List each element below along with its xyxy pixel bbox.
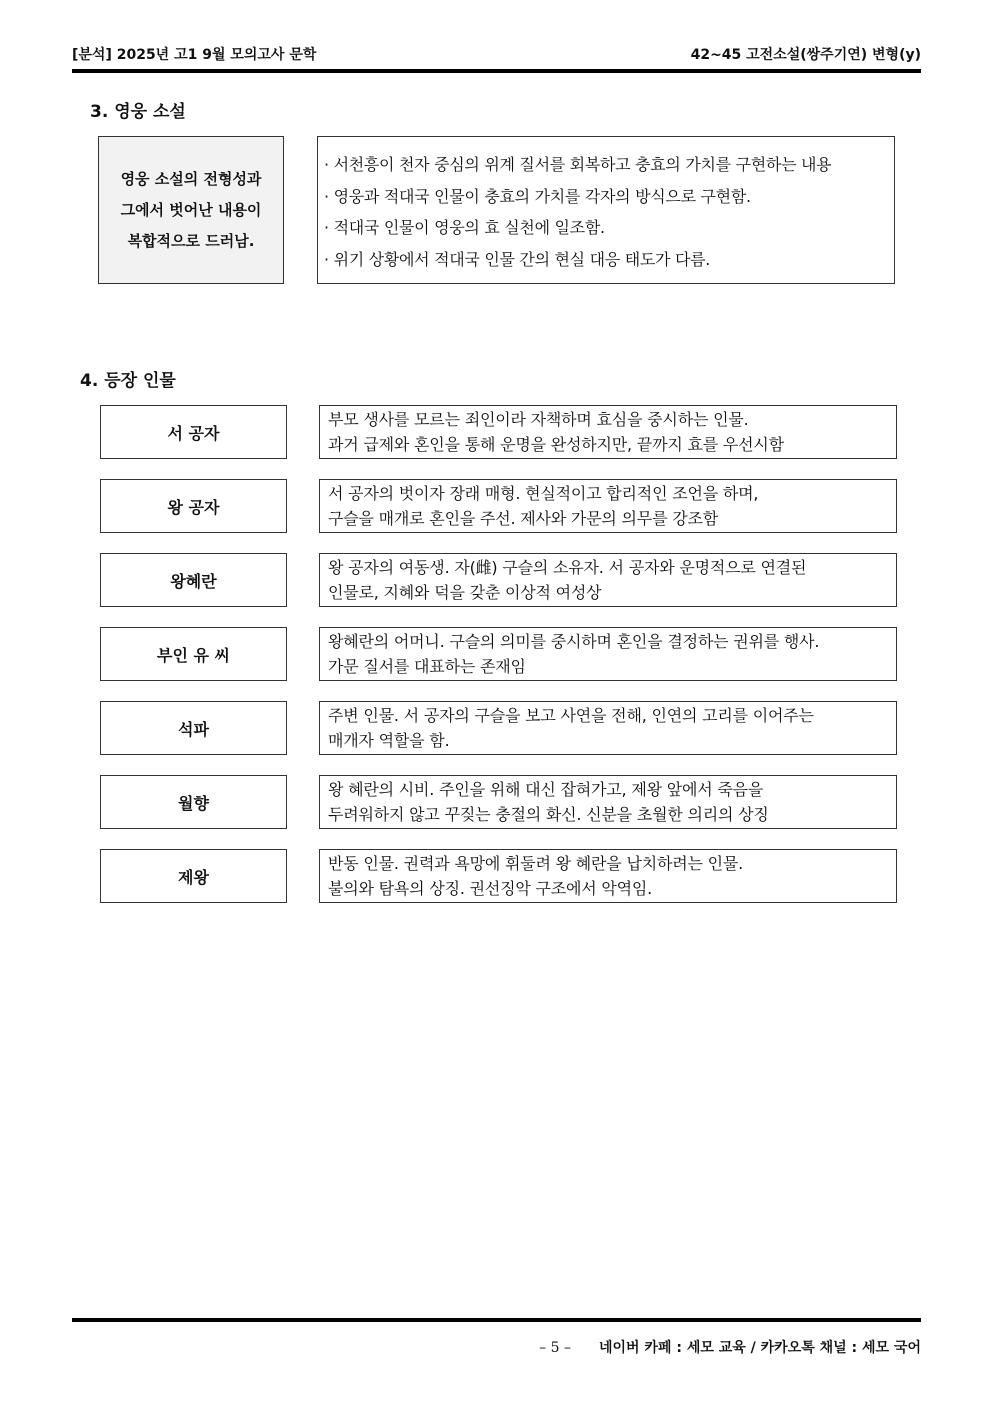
header-right: 42~45 고전소설(쌍주기연) 변형(y): [690, 47, 921, 63]
character-desc-jewang: [319, 849, 897, 903]
desc-line: 주변 인물. 서 공자의 구슬을 보고 사연을 전해, 인연의 고리를 이어주는: [328, 706, 814, 725]
character-name-seo: 서 공자: [100, 405, 287, 459]
character-name-jewang: 제왕: [100, 849, 287, 903]
theme-point: · 적대국 인물이 영웅의 효 실천에 일조함.: [324, 218, 605, 237]
theme-line: 영웅 소설의 전형성과: [120, 169, 262, 188]
desc-line: 과거 급제와 혼인을 통해 운명을 완성하지만, 끝까지 효를 우선시함: [328, 435, 784, 454]
page-header: [72, 44, 921, 66]
character-desc-hyeran: [319, 553, 897, 607]
theme-summary: [115, 164, 268, 257]
theme-summary-box: [98, 136, 284, 284]
header-rule: [72, 69, 921, 73]
character-desc-wolhyang: [319, 775, 897, 829]
desc-line: 두려워하지 않고 꾸짖는 충절의 화신. 신분을 초월한 의리의 상징: [328, 805, 769, 824]
character-desc-seo: [319, 405, 897, 459]
desc-line: 서 공자의 벗이자 장래 매형. 현실적이고 합리적인 조언을 하며,: [328, 484, 759, 503]
desc-line: 왕 혜란의 시비. 주인을 위해 대신 잡혀가고, 제왕 앞에서 죽음을: [328, 780, 764, 799]
section3-title: 3. 영웅 소설: [90, 102, 186, 122]
theme-line: 그에서 벗어난 내용이: [120, 200, 262, 219]
page-number: – 5 –: [539, 1340, 571, 1356]
footer-text: 네이버 카페 : 세모 교육 / 카카오톡 채널 : 세모 국어: [598, 1340, 921, 1356]
desc-line: 왕혜란의 어머니. 구슬의 의미를 중시하며 혼인을 결정하는 권위를 행사.: [328, 632, 820, 651]
theme-line: 복합적으로 드러남.: [127, 231, 255, 250]
theme-points-box: [317, 136, 895, 284]
desc-line: 매개자 역할을 함.: [328, 731, 450, 750]
theme-point: · 영웅과 적대국 인물이 충효의 가치를 각자의 방식으로 구현함.: [324, 186, 751, 206]
character-name-wolhyang: 월향: [100, 775, 287, 829]
desc-line: 반동 인물. 권력과 욕망에 휘둘려 왕 혜란을 납치하려는 인물.: [328, 854, 744, 873]
desc-line: 가문 질서를 대표하는 존재임: [328, 657, 526, 676]
theme-point: · 위기 상황에서 적대국 인물 간의 현실 대응 태도가 다름.: [324, 249, 711, 269]
character-name-wang: 왕 공자: [100, 479, 287, 533]
desc-line: 불의와 탐욕의 상징. 권선징악 구조에서 악역임.: [328, 879, 653, 898]
section4-title: 4. 등장 인물: [80, 371, 176, 391]
character-name-yu: 부인 유 씨: [100, 627, 287, 681]
footer-rule: [72, 1318, 921, 1322]
character-desc-seokpa: [319, 701, 897, 755]
desc-line: 구슬을 매개로 혼인을 주선. 제사와 가문의 의무를 강조함: [328, 509, 718, 528]
page-footer: [539, 1337, 921, 1357]
theme-point: · 서천흥이 천자 중심의 위계 질서를 회복하고 충효의 가치를 구현하는 내용: [324, 155, 832, 174]
character-name-hyeran: 왕혜란: [100, 553, 287, 607]
desc-line: 왕 공자의 여동생. 자(雌) 구슬의 소유자. 서 공자와 운명적으로 연결된: [328, 558, 807, 577]
character-name-seokpa: 석파: [100, 701, 287, 755]
character-desc-wang: [319, 479, 897, 533]
desc-line: 부모 생사를 모르는 죄인이라 자책하며 효심을 중시하는 인물.: [328, 410, 749, 429]
desc-line: 인물로, 지혜와 덕을 갖춘 이상적 여성상: [328, 583, 602, 602]
character-desc-yu: [319, 627, 897, 681]
header-left: [분석] 2025년 고1 9월 모의고사 문학: [72, 47, 317, 63]
